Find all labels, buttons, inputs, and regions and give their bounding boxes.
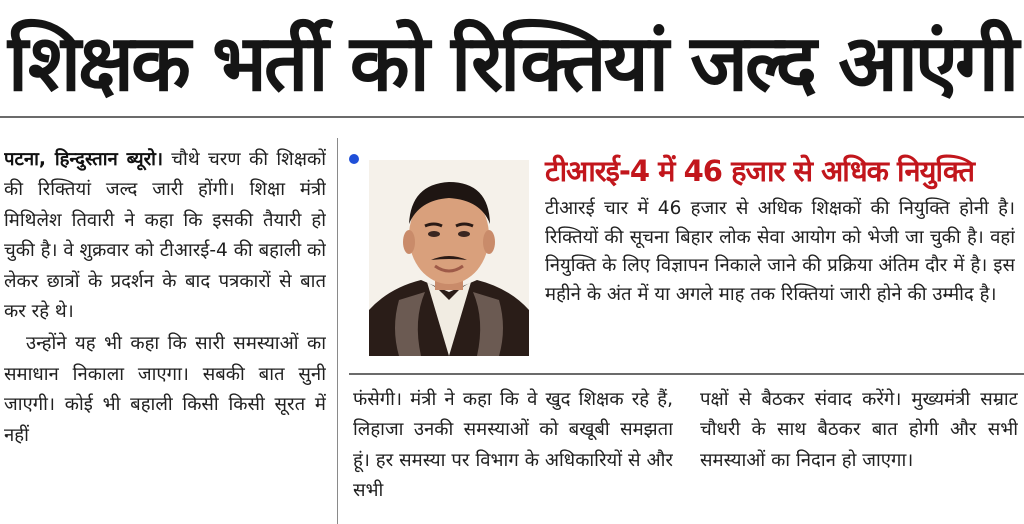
- info-box: [349, 150, 1024, 372]
- bullet-dot-icon: [349, 154, 359, 164]
- article-column-2: फंसेगी। मंत्री ने कहा कि वे खुद शिक्षक रहे हैं, लिहाजा उनकी समस्याओं को बखूबी समझता हूं। हर समस्या पर विभाग के अधिकारियों से और सभी: [353, 389, 673, 502]
- article-paragraph-1: [4, 145, 326, 327]
- dateline: पटना, हिन्दुस्तान ब्यूरो।: [4, 149, 163, 170]
- minister-photo: [369, 160, 529, 356]
- headline: शिक्षक भर्ती को रिक्तियां जल्द आएंगी: [7, 19, 1017, 109]
- paragraph-1-text: चौथे चरण की शिक्षकों की रिक्तियां जल्द जारी होंगी। शिक्षा मंत्री मिथिलेश तिवारी ने कहा कि इसकी तैयारी हो चुकी है। वे शुक्रवार को टीआरई-4 की बहाली को लेकर छात्रों के प्रदर्शन के बाद पत्रकारों से बात कर रहे थे।: [4, 149, 326, 323]
- box-subhead: टीआरई-4 में 46 हजार से अधिक नियुक्ति: [545, 154, 975, 188]
- headline-rule: [0, 116, 1024, 118]
- article-paragraph-2: उन्होंने यह भी कहा कि सारी समस्याओं का समाधान निकाला जाएगा। सबकी बात सुनी जाएगी। कोई भी बहाली किसी किसी सूरत में नहीं: [4, 333, 326, 446]
- box-bottom-rule: [349, 373, 1024, 375]
- box-text: टीआरई चार में 46 हजार से अधिक शिक्षकों की नियुक्ति होनी है। रिक्तियों की सूचना बिहार लोक सेवा आयोग को भेजी जा चुकी है। वहां नियुक्ति के लिए विज्ञापन निकाले जाने की प्रक्रिया अंतिम दौर में है। इस महीने के अंत में या अगले माह तक रिक्तियां जारी होने की उम्मीद है।: [545, 198, 1015, 305]
- article-column-1: [4, 145, 326, 520]
- article-column-3: पक्षों से बैठकर संवाद करेंगे। मुख्यमंत्री सम्राट चौधरी के साथ बैठकर बात होगी और सभी समस्याओं का निदान हो जाएगा।: [700, 389, 1018, 471]
- column-divider: [337, 138, 338, 524]
